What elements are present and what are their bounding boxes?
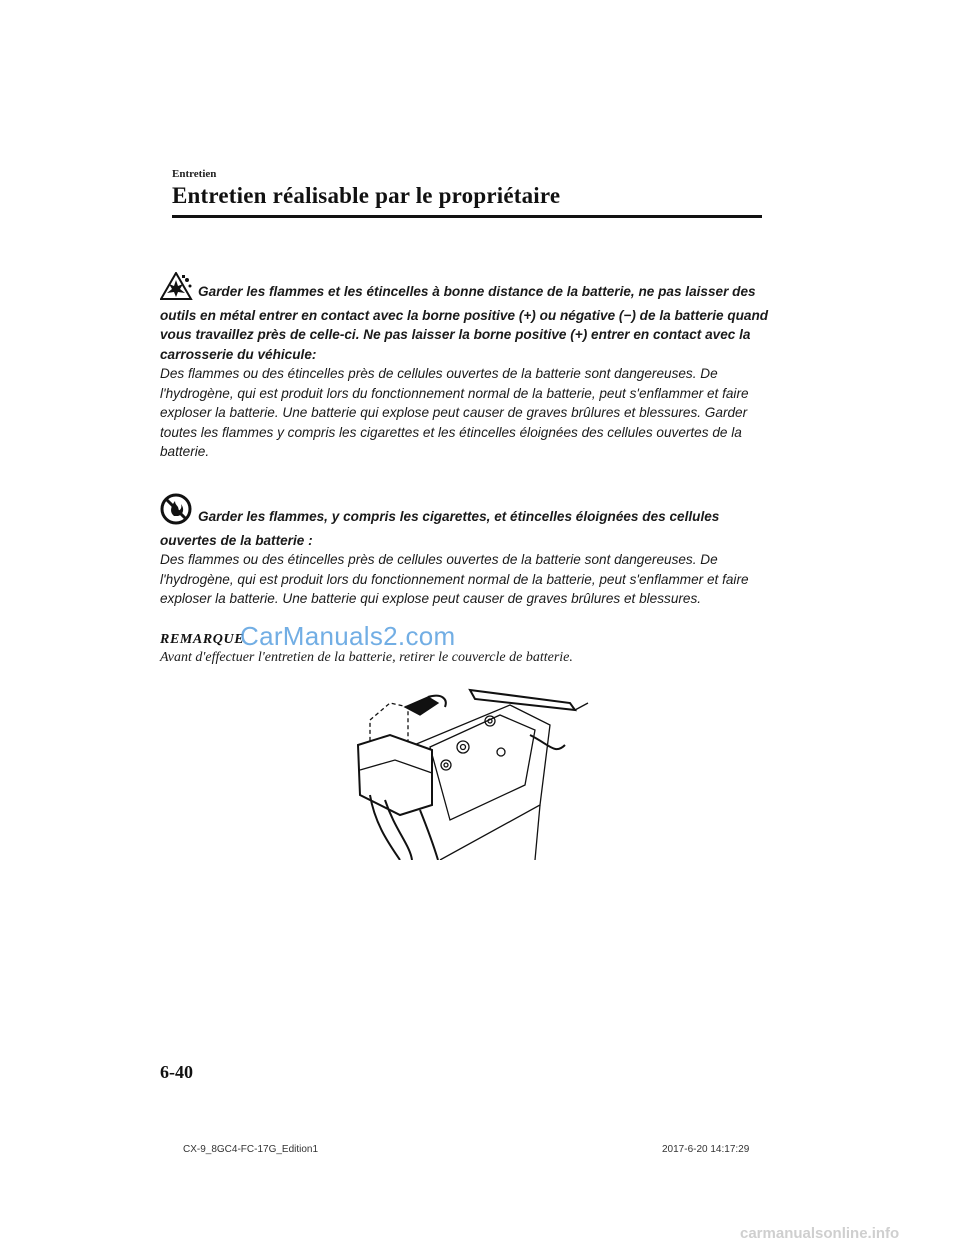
site-watermark: carmanualsonline.info	[740, 1225, 900, 1242]
title-divider	[172, 215, 762, 218]
page-title: Entretien réalisable par le propriétaire	[172, 183, 561, 208]
warning-no-flame	[160, 493, 770, 609]
explosion-warning-icon	[160, 272, 196, 306]
warning-lead: Garder les flammes, y compris les cigarettes, et étincelles éloignées des cellules ouvertes de la batterie :	[160, 509, 720, 548]
remarque-text: Avant d'effectuer l'entretien de la batterie, retirer le couvercle de batterie.	[160, 650, 573, 665]
no-flame-icon	[160, 493, 196, 531]
section-label: Entretien	[172, 168, 217, 180]
warning-lead: Garder les flammes et les étincelles à bonne distance de la batterie, ne pas laisser des outils en métal entrer en contact avec la borne positive (+) ou négative (−) de la batterie quand vous travaillez près de celle-ci. Ne pas laisser la borne positive (+) entrer en contact avec la carrosserie du véhicule:	[160, 284, 769, 362]
battery-illustration	[350, 685, 590, 864]
footer-doc-id: CX-9_8GC4-FC-17G_Edition1	[183, 1144, 319, 1155]
remarque-heading: REMARQUE	[160, 632, 245, 647]
watermark-logo: CarManuals2.com	[240, 621, 456, 651]
warning-explosion	[160, 272, 770, 462]
warning-body: Des flammes ou des étincelles près de cellules ouvertes de la batterie sont dangereuses. De l'hydrogène, qui est produit lors du fonctionnement normal de la batterie, peut s'enflammer et faire exploser la batterie. Une batterie qui explose peut causer de graves brûlures et blessures. Garder toutes les flammes y compris les cigarettes et les étincelles éloignées des cellules ouvertes de la batterie.	[160, 366, 749, 459]
footer-timestamp: 2017-6-20 14:17:29	[662, 1144, 750, 1155]
page-number: 6-40	[160, 1062, 193, 1082]
warning-body: Des flammes ou des étincelles près de cellules ouvertes de la batterie sont dangereuses. De l'hydrogène, qui est produit lors du fonctionnement normal de la batterie, peut s'enflammer et faire exploser la batterie. Une batterie qui explose peut causer de graves brûlures et blessures.	[160, 552, 749, 606]
